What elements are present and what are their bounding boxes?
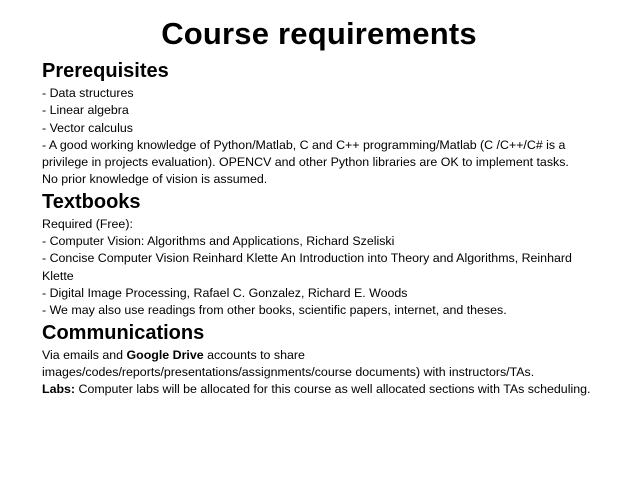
prerequisite-paragraph-line: No prior knowledge of vision is assumed. bbox=[42, 172, 268, 187]
communications-section bbox=[42, 320, 622, 399]
textbooks-section bbox=[42, 189, 622, 320]
labs-line bbox=[42, 381, 622, 398]
communications-line bbox=[42, 347, 622, 364]
prerequisite-item: - Data structures bbox=[42, 86, 134, 100]
prerequisite-paragraph-line: privilege in projects evaluation). OPENCV and other Python libraries are OK to implement tasks. bbox=[42, 155, 569, 170]
textbook-item: Klette bbox=[42, 268, 74, 283]
labs-label: Labs: bbox=[42, 382, 76, 397]
communications-line: images/codes/reports/presentations/assignments/course documents) with instructors/TAs. bbox=[42, 364, 535, 379]
textbook-item: - Computer Vision: Algorithms and Applications, Richard Szeliski bbox=[42, 234, 395, 249]
slide-title: Course requirements bbox=[161, 16, 477, 51]
prerequisite-item: - Linear algebra bbox=[42, 103, 129, 118]
prerequisites-heading: Prerequisites bbox=[42, 60, 169, 82]
communications-text: accounts to share bbox=[203, 347, 305, 362]
textbooks-heading: Textbooks bbox=[42, 190, 141, 213]
communications-heading: Communications bbox=[42, 321, 205, 344]
communications-text: Via emails and bbox=[42, 347, 127, 362]
google-drive-label: Google Drive bbox=[126, 347, 204, 362]
prerequisite-paragraph-line: - A good working knowledge of Python/Matlab, C and C++ programming/Matlab (C /C++/C# is a bbox=[42, 137, 566, 152]
textbooks-intro: Required (Free): bbox=[42, 216, 133, 231]
labs-text: Computer labs will be allocated for this course as well allocated sections with TAs scheduling. bbox=[75, 382, 591, 397]
textbook-item: - Concise Computer Vision Reinhard Klette An Introduction into Theory and Algorithms, Reinhard bbox=[42, 251, 572, 266]
prerequisite-item: - Vector calculus bbox=[42, 120, 133, 135]
prerequisites-section bbox=[42, 58, 622, 189]
slide-content bbox=[42, 58, 622, 398]
textbook-item: - We may also use readings from other books, scientific papers, internet, and theses. bbox=[42, 303, 507, 318]
textbook-item: - Digital Image Processing, Rafael C. Gonzalez, Richard E. Woods bbox=[42, 285, 408, 300]
